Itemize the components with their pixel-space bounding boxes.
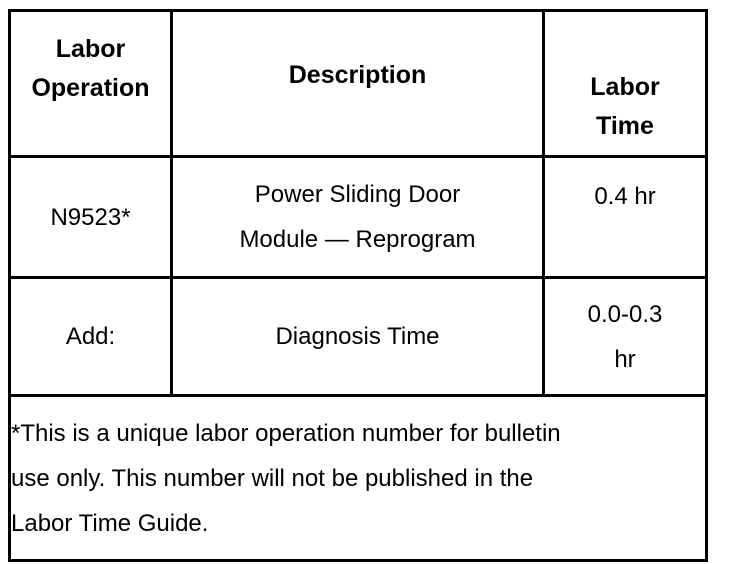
footnote-row [10,396,707,561]
labor-operation-table [8,9,708,562]
header-labor-operation: Labor Operation [10,11,172,157]
labor-operation-cell: Add: [10,278,172,396]
description-cell: Diagnosis Time [172,278,544,396]
labor-time-cell: 0.0-0.3 hr [544,278,707,396]
description-cell: Power Sliding Door Module — Reprogram [172,157,544,278]
table-row [10,157,707,278]
labor-time-cell: 0.4 hr [544,157,707,278]
header-description: Description [172,11,544,157]
labor-operation-cell: N9523* [10,157,172,278]
header-row [10,11,707,157]
footnote: *This is a unique labor operation number for bulletin use only. This number will not be published in the Labor Time Guide. [10,396,707,561]
header-labor-time: Labor Time [544,11,707,157]
table-row [10,278,707,396]
